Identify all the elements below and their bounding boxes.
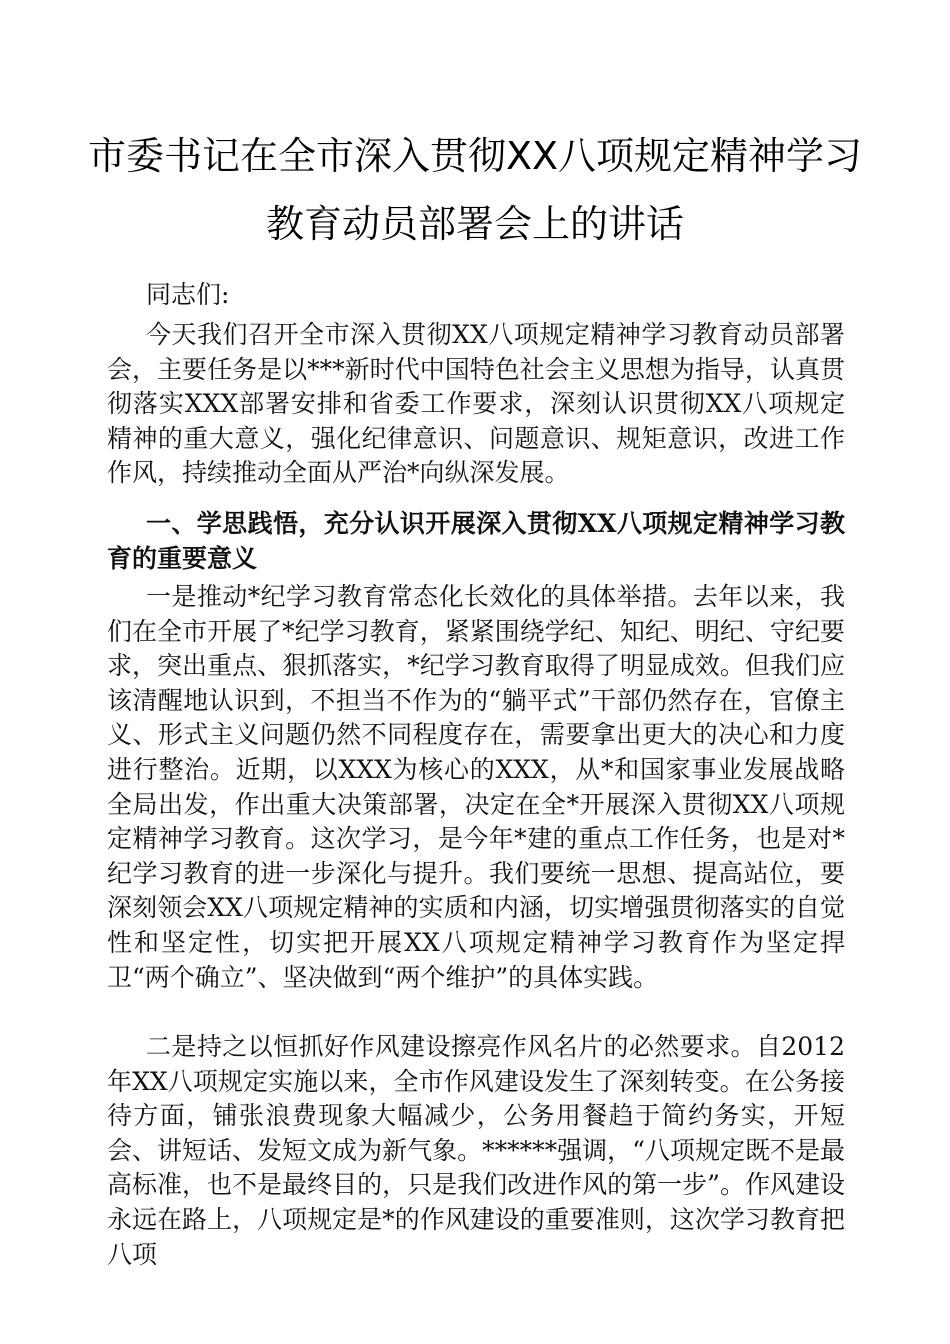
document-title-line-2: 教育动员部署会上的讲话 <box>265 202 684 246</box>
section-heading-1: 一、学思践悟，充分认识开展深入贯彻XX八项规定精神学习教育的重要意义 <box>107 509 845 573</box>
salutation: 同志们: <box>146 280 230 309</box>
paragraph-point-1: 一是推动*纪学习教育常态化长效化的具体举措。去年以来，我们在全市开展了*纪学习教育，紧紧围绕学纪、知纪、明纪、守纪要求，突出重点、狠抓落实，*纪学习教育取得了明显成效。但我们应该清醒地认识到，不担当不作为的“躺平式”干部仍然存在，官僚主义、形式主义问题仍然不同程度存在，需要拿出更大的决心和力度进行整治。近期，以XXX为核心的XXX，从*和国家事业发展战略全局出发，作出重大决策部署，决定在全*开展深入贯彻XX八项规定精神学习教育。这次学习，是今年*建的重点工作任务，也是对*纪学习教育的进一步深化与提升。我们要统一思想、提高站位，要深刻领会XX八项规定精神的实质和内涵，切实增强贯彻落实的自觉性和坚定性，切实把开展XX八项规定精神学习教育作为坚定捍卫“两个确立”、坚决做到“两个维护”的具体实践。 <box>107 582 845 992</box>
document-title-line-1: 市委书记在全市深入贯彻XX八项规定精神学习 <box>87 134 863 178</box>
paragraph-intro: 今天我们召开全市深入贯彻XX八项规定精神学习教育动员部署会，主要任务是以***新时代中国特色社会主义思想为指导，认真贯彻落实XXX部署安排和省委工作要求，深刻认识贯彻XX八项规定精神的重大意义，强化纪律意识、问题意识、规矩意识，改进工作作风，持续推动全面从严治*向纵深发展。 <box>107 320 845 488</box>
paragraph-point-2: 二是持之以恒抓好作风建设擦亮作风名片的必然要求。自2012年XX八项规定实施以来，全市作风建设发生了深刻转变。在公务接待方面，铺张浪费现象大幅减少，公务用餐趋于简约务实，开短会、讲短话、发短文成为新气象。******强调，“八项规定既不是最高标准，也不是最终目的，只是我们改进作风的第一步”。作风建设永远在路上，八项规定是*的作风建设的重要准则，这次学习教育把八项 <box>107 1032 845 1269</box>
